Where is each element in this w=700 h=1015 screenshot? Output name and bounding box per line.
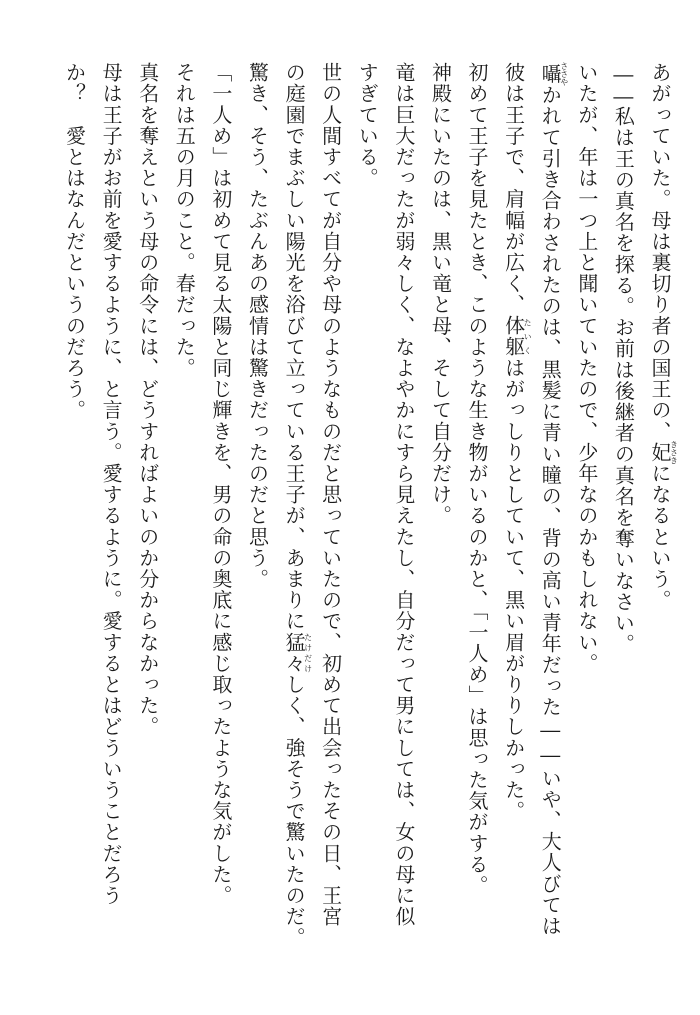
text-line: 世の人間すべてが自分や母のようなものだと思っていたので、初めて出会ったその日、王宮 xyxy=(318,62,343,928)
text-line: 母は王子がお前を愛するように、と言う。愛するように。愛するとはどういうことだろう xyxy=(99,62,124,906)
text-line: すぎている。 xyxy=(355,62,380,189)
text-line: 「一人め」は初めて見る太陽と同じ輝きを、男の命の奥底に感じ取ったような気がした。 xyxy=(208,62,233,906)
text-line: 神殿にいたのは、黒い竜と母、そして自分だけ。 xyxy=(428,62,453,527)
text-line: あがっていた。母は裏切り者の国王の、妃きさきになるという。 xyxy=(648,62,679,611)
text-line: それは五の月のこと。春だった。 xyxy=(172,62,197,379)
text-line: 初めて王子を見たとき、このような生き物がいるのかと、「一人め」は思った気がする。 xyxy=(465,62,490,896)
text-line: 囁ささやかれて引き合わされたのは、黒髪に青い瞳の、背の高い青年だった――いや、大人びては xyxy=(538,62,569,937)
text-line: いたが、年は一つ上と聞いていたので、少年なのかもしれない。 xyxy=(574,62,599,674)
text-line: 真名を奪えという母の命令には、どうすればよいのか分からなかった。 xyxy=(135,62,160,738)
text-line: 彼は王子で、肩幅が広く、体躯たいくはがっしりとしていて、黒い眉がりりしかった。 xyxy=(501,62,533,822)
text-line: ――私は王の真名を探る。お前は後継者の真名を奪いなさい。 xyxy=(611,62,636,655)
text-line: の庭園でまぶしい陽光を浴びて立っている王子が、あまりに猛々たけだけしく、強そうで驚いたのだ。 xyxy=(282,62,313,949)
text-line: 竜は巨大だったが弱々しく、なよやかにすら見えたし、自分だって男にしては、女の母に似 xyxy=(391,62,416,928)
ruby-takedake: 猛々たけだけ xyxy=(282,631,313,674)
text-line: 驚き、そう、たぶんあの感情は驚きだったのだと思う。 xyxy=(245,62,270,590)
novel-text-body xyxy=(56,62,678,962)
ruby-sasaya: 囁ささや xyxy=(538,62,569,86)
text-line: か？ 愛とはなんだというのだろう。 xyxy=(62,62,87,421)
ruby-taiku: 体躯たいく xyxy=(501,315,533,358)
ruby-kisaki: 妃きさき xyxy=(648,440,679,465)
